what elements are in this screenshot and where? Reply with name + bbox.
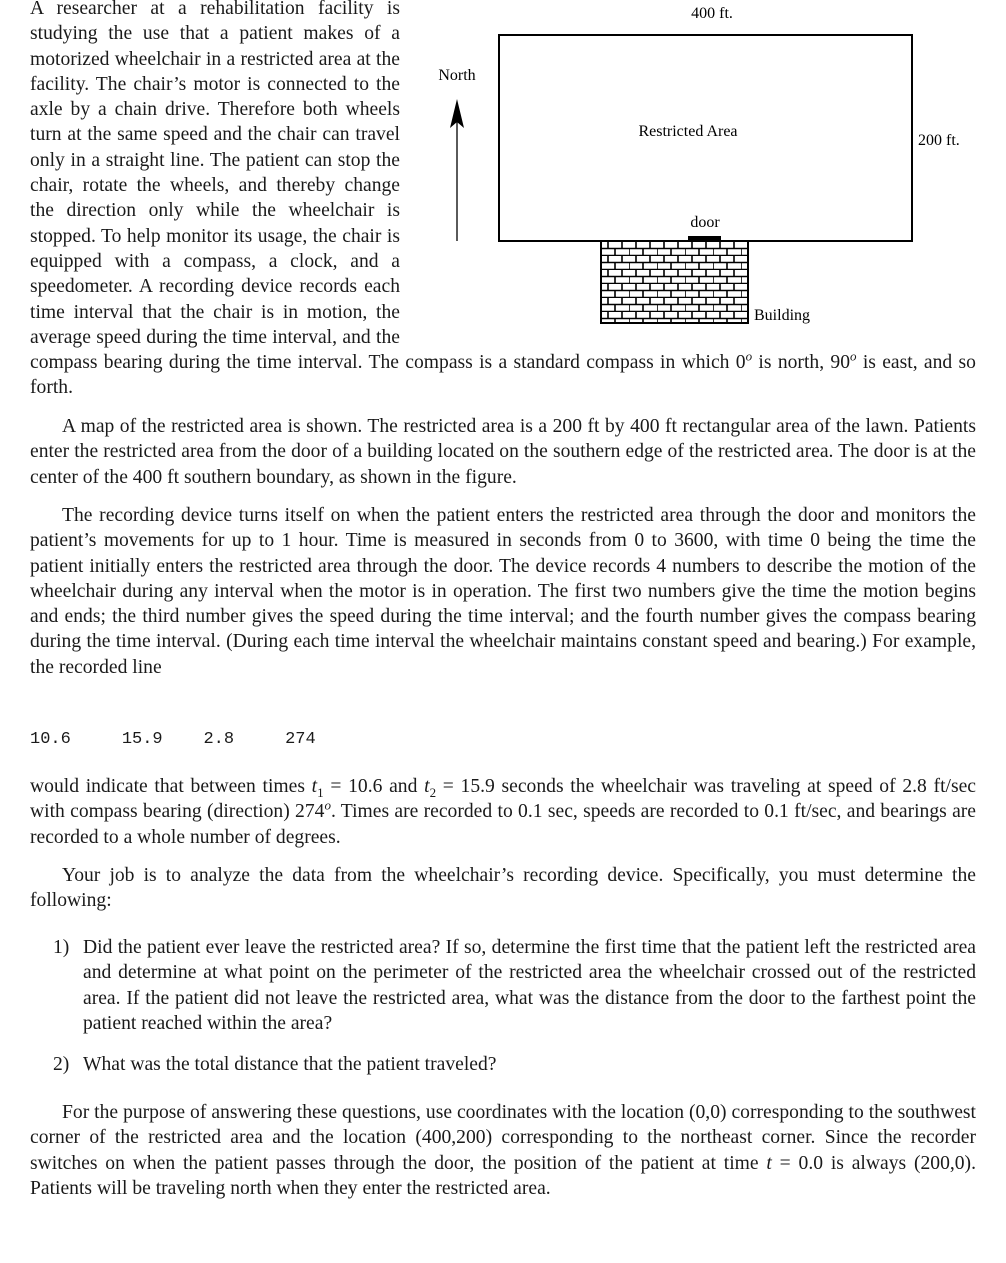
map-figure xyxy=(416,0,976,345)
intro-section xyxy=(30,0,976,401)
coordinates-text: = 0.0 is always (200,0). Patients will be traveling north when they enter the restricted area. xyxy=(30,1152,976,1199)
coordinates-paragraph xyxy=(30,1100,976,1201)
record-end-time: 15.9 xyxy=(121,730,163,749)
map-description-paragraph: A map of the restricted area is shown. The restricted area is a 200 ft by 400 ft rectangular area of the lawn. Patients enter the restricted area from the door of a building located on the southern edge of the restricted area. The door is at the center of the 400 ft southern boundary, as shown in the figure. xyxy=(30,416,976,488)
north-label: North xyxy=(438,67,476,84)
var-t: t xyxy=(311,776,318,797)
subscript: 2 xyxy=(429,784,437,800)
degree-symbol: o xyxy=(850,348,857,364)
question-item xyxy=(30,935,976,1036)
var-t: t xyxy=(424,776,430,797)
explanation-text: = 15.9 seconds the wheelchair was traveling at speed of 2.8 ft/sec with compass bearing (direction) 274 xyxy=(30,776,976,823)
question-text: Did the patient ever leave the restricted area? If so, determine the first time that the patient left the restricted area and determine at what point on the perimeter of the restricted area the wheelchair crossed out of the restricted area. If the patient did not leave the restricted area, what was the distance from the door to the farthest point the patient reached within the area? xyxy=(83,937,976,1034)
task-paragraph: Your job is to analyze the data from the wheelchair’s recording device. Specifically, you must determine the following: xyxy=(30,865,976,912)
door-label: door xyxy=(690,214,720,231)
restricted-area-label: Restricted Area xyxy=(638,123,738,140)
var-t: t xyxy=(766,1152,772,1174)
explanation-text: . Times are recorded to 0.1 sec, speeds are recorded to 0.1 ft/sec, and bearings are recorded to a whole number of degrees. xyxy=(30,801,976,848)
side-dimension-label: 200 ft. xyxy=(918,132,960,149)
intro-text-end: is east, and so forth. xyxy=(30,352,976,399)
coordinates-text: For the purpose of answering these questions, use coordinates with the location (0,0) corresponding to the southwest corner of the restricted area and the location (400,200) corresponding to the northeast corner. Since the recorder switches on when the patient passes through the door, the position of the patient at time xyxy=(30,1102,976,1174)
building-brick-icon xyxy=(601,241,748,323)
degree-symbol: o xyxy=(745,348,753,364)
intro-text: A researcher at a rehabilitation facility is studying the use that a patient makes of a motorized wheelchair in a restricted area at the facility. The chair’s motor is connected to the axle by a chain drive. Therefore both wheels turn at the same speed and the chair can travel only in a straight line. The patient can stop the chair, rotate the wheels, and thereby change the direction only while the wheelchair is stopped. To help monitor its usage, the chair is equipped with a compass, a clock, and a speedometer. A recording device records each time interval that the chair is in motion, the average speed during the time interval, and the compass bearing during the time interval. The compass is a standard compass in which 0 xyxy=(30,0,746,374)
question-number: 2) xyxy=(53,1054,70,1076)
question-item xyxy=(30,1052,976,1077)
degree-symbol: o xyxy=(324,797,331,813)
restricted-area-map xyxy=(416,0,976,345)
question-number: 1) xyxy=(53,937,70,958)
question-list xyxy=(30,935,976,1077)
intro-text-mid: is north, 90 xyxy=(752,352,851,374)
explanation-text: = 10.6 and xyxy=(323,776,425,797)
subscript: 1 xyxy=(317,784,324,800)
explanation-text: would indicate that between times xyxy=(30,776,312,797)
example-record-line xyxy=(30,730,316,749)
building-label: Building xyxy=(754,307,811,324)
record-speed: 2.8 xyxy=(203,730,235,749)
example-explanation-paragraph xyxy=(30,774,976,850)
recording-device-paragraph: The recording device turns itself on when the patient enters the restricted area through the door and monitors the patient’s movements for up to 1 hour. Time is measured in seconds from 0 to 3600, with time 0 being the time the patient initially enters the restricted area through the door. The device records 4 numbers to describe the motion of the wheelchair during any interval when the motor is in operation. The first two numbers give the time the motion begins and ends; the third number gives the speed during the time interval; and the fourth number gives the compass bearing during the time interval. (During each time interval the wheelchair maintains constant speed and bearing.) For example, the recorded line xyxy=(30,505,976,678)
record-start-time: 10.6 xyxy=(30,730,71,749)
north-arrow-icon xyxy=(450,99,464,241)
top-dimension-label: 400 ft. xyxy=(691,5,733,22)
record-bearing: 274 xyxy=(285,730,316,749)
question-text: What was the total distance that the patient traveled? xyxy=(83,1054,497,1076)
